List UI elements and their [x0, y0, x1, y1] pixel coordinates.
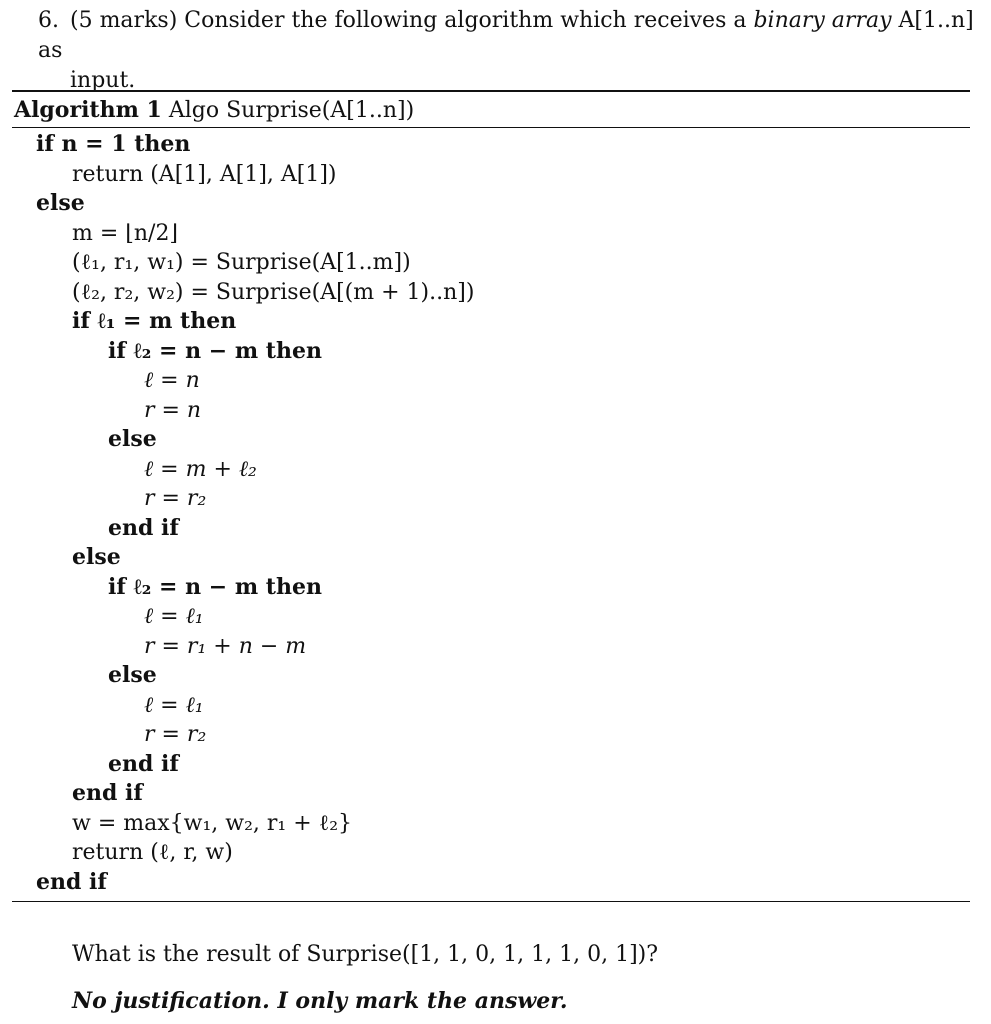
algo-line: ℓ = m + ℓ₂	[144, 456, 257, 482]
algo-line: r = n	[144, 397, 202, 423]
algo-line: return (A[1], A[1], A[1])	[72, 161, 337, 187]
algo-line: r = r₁ + n − m	[144, 633, 307, 659]
algo-line: (ℓ₂, r₂, w₂) = Surprise(A[(m + 1)..n])	[72, 279, 475, 305]
algo-line: if n = 1 then	[36, 131, 191, 157]
question-text-emphasis: binary array	[753, 8, 892, 33]
algorithm-header	[12, 92, 970, 128]
algo-line: r = r₂	[144, 486, 207, 511]
algo-line: else	[36, 190, 85, 216]
followup-question: What is the result of Surprise([1, 1, 0, 1, 1, 1, 0, 1])?	[72, 942, 659, 967]
algorithm-label: Algorithm 1	[14, 97, 162, 123]
algo-line: else	[108, 426, 157, 452]
algo-line: end if	[72, 780, 143, 806]
question-block	[38, 6, 978, 96]
algo-line: if ℓ₁ = m then	[72, 308, 237, 334]
algo-line: ℓ = ℓ₁	[144, 692, 204, 718]
algorithm-body	[12, 128, 970, 901]
instruction-note: No justification. I only mark the answer.	[72, 988, 568, 1014]
algo-line: r = r₂	[144, 722, 207, 747]
algo-line: ℓ = n	[144, 368, 200, 393]
algorithm-box	[12, 90, 970, 902]
algo-line: (ℓ₁, r₁, w₁) = Surprise(A[1..m])	[72, 250, 411, 275]
algorithm-title: Algo Surprise(A[1..n])	[161, 98, 415, 123]
algo-line: ℓ = ℓ₁	[144, 604, 204, 629]
algo-line: else	[108, 662, 157, 688]
algo-line: m = ⌊n/2⌋	[72, 220, 179, 246]
question-text-continuation: input.	[70, 68, 136, 93]
algo-line: if ℓ₂ = n − m then	[108, 573, 322, 600]
algo-line: end if	[108, 514, 179, 541]
question-text-part2: A[1..n] as	[38, 8, 974, 63]
algo-line: end if	[36, 868, 107, 895]
algo-line: w = max{w₁, w₂, r₁ + ℓ₂}	[72, 810, 353, 836]
algo-line: else	[72, 544, 121, 570]
question-first-line	[38, 6, 978, 66]
question-text-part1: (5 marks) Consider the following algorithm which receives a	[70, 8, 754, 33]
algo-line: return (ℓ, r, w)	[72, 840, 233, 865]
algo-line: if ℓ₂ = n − m then	[108, 337, 322, 364]
algo-line: end if	[108, 750, 179, 777]
question-number: 6.	[38, 8, 59, 33]
